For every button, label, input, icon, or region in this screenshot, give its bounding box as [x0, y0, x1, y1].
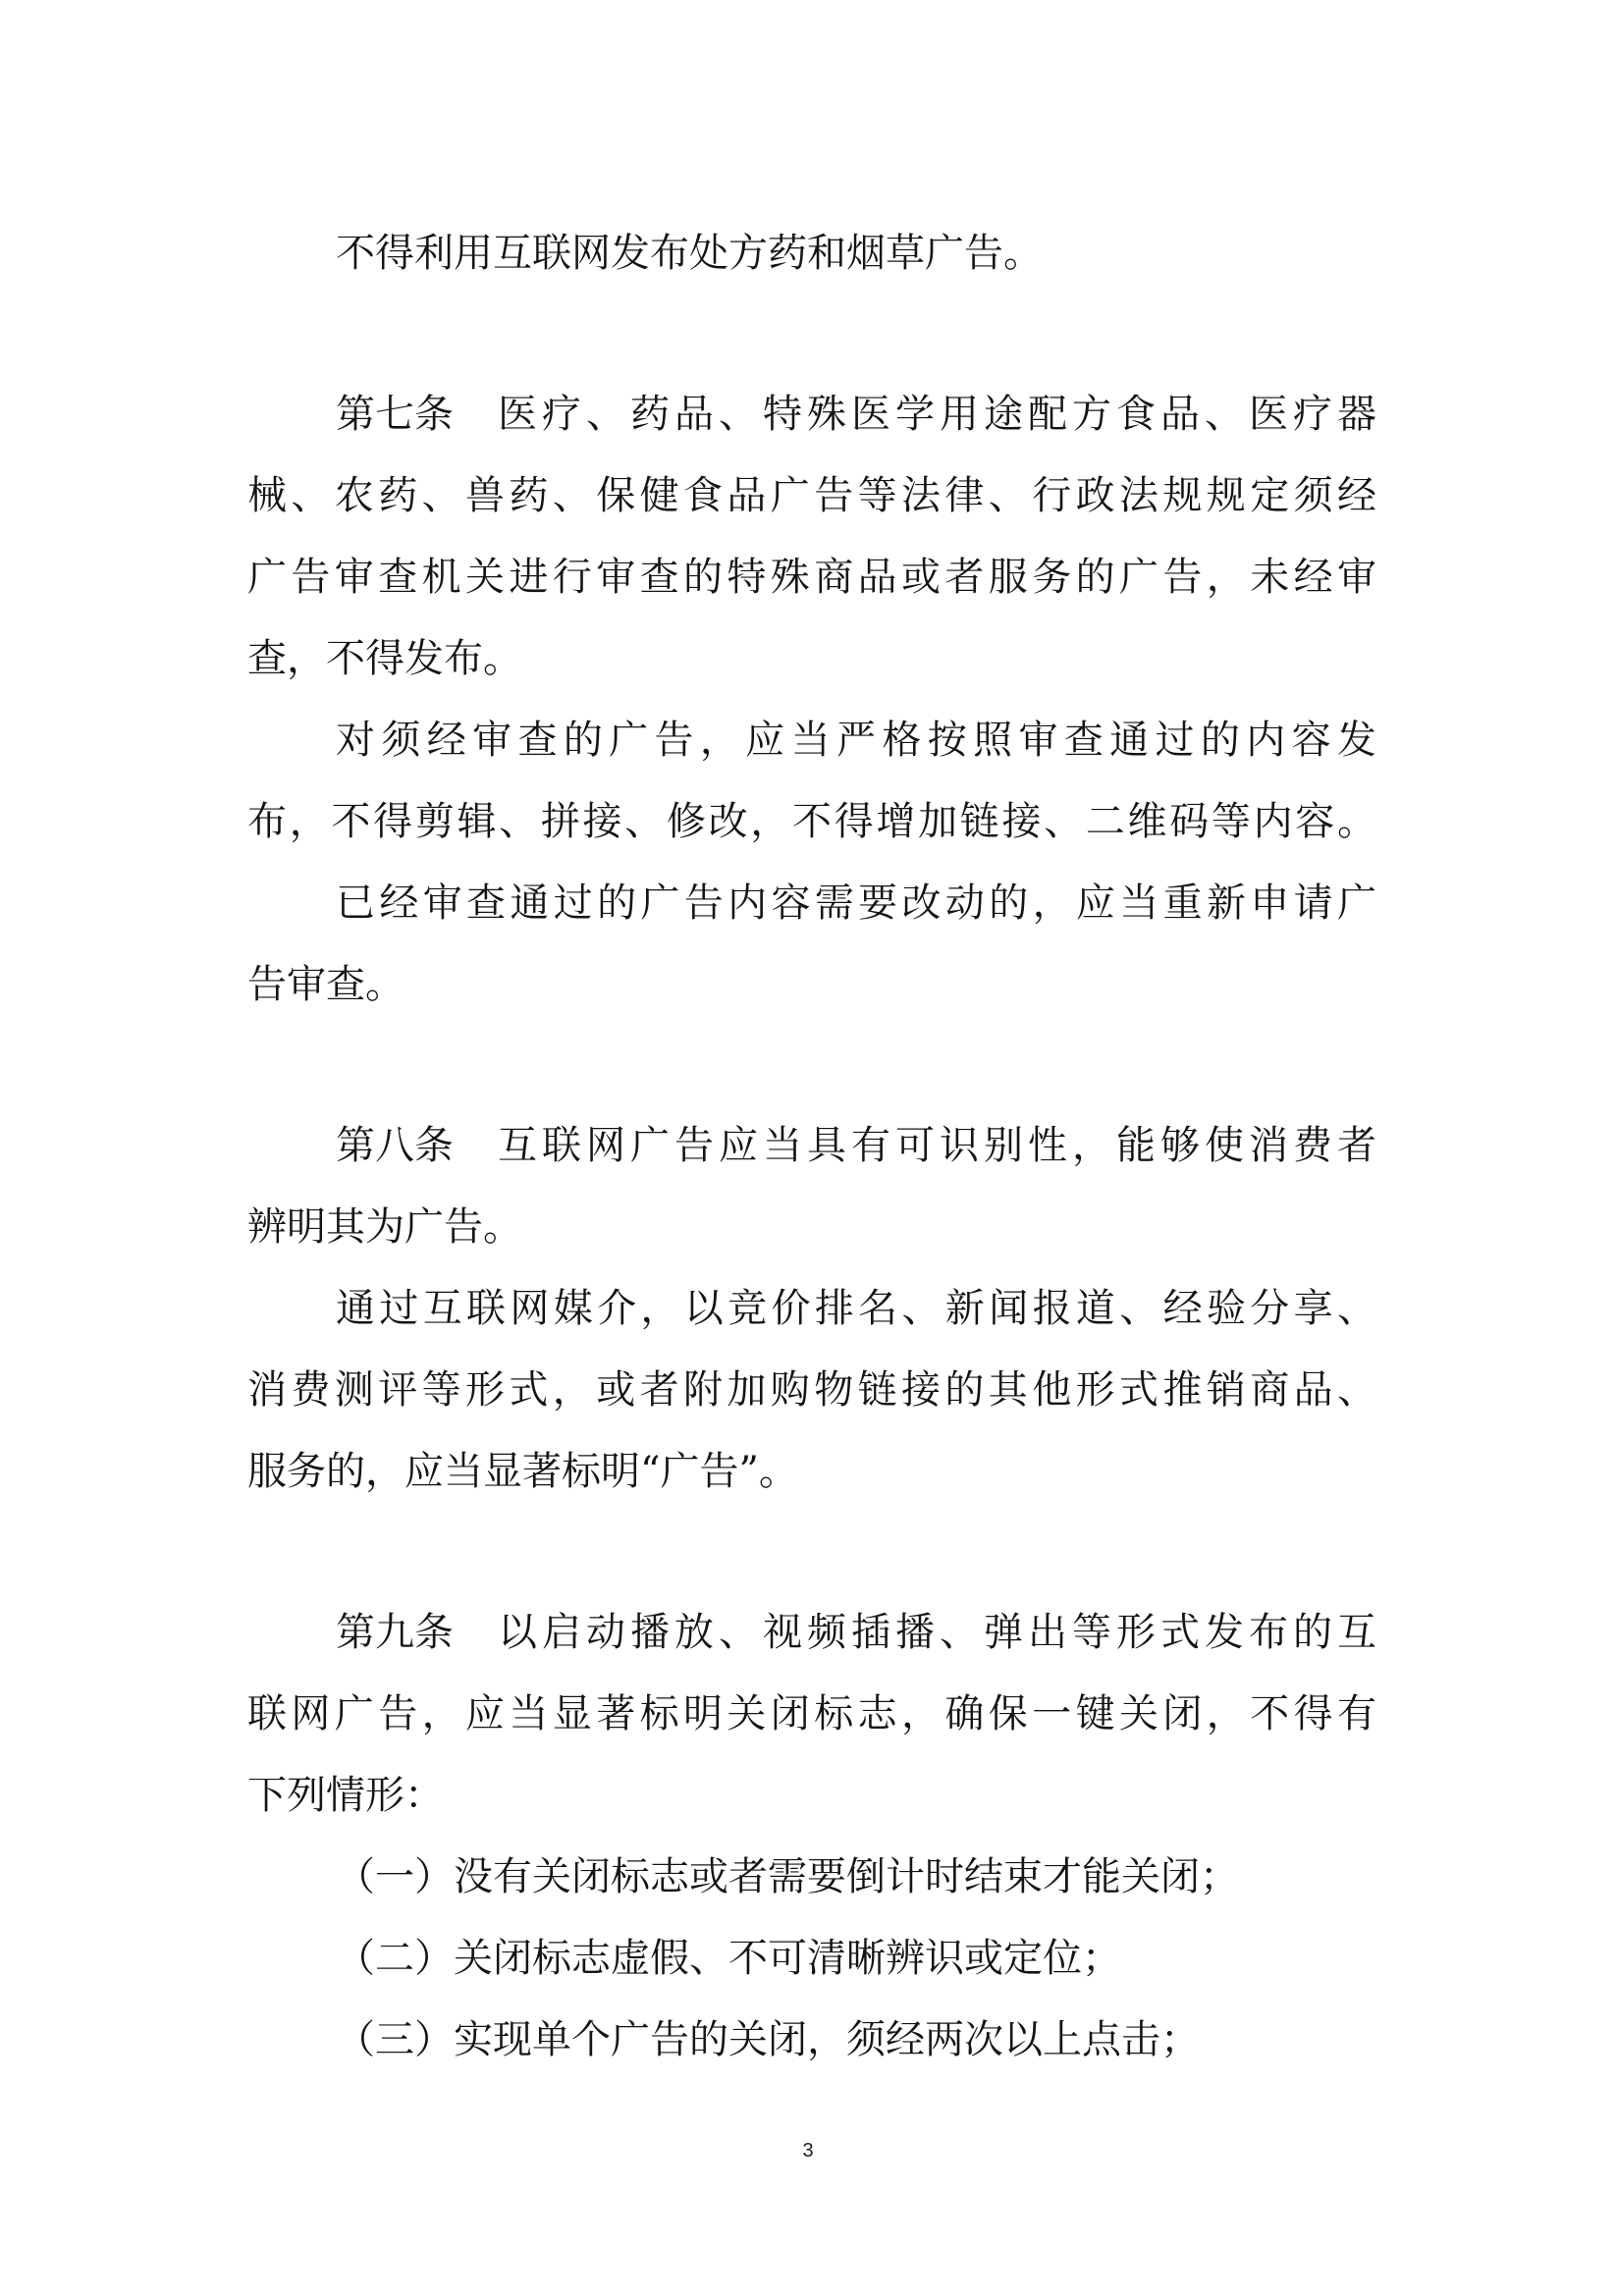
- paragraph-line: 服务的，应当显著标明“广告”。: [247, 1449, 798, 1494]
- article-9-first-line: [336, 1607, 1376, 1658]
- paragraph-line: 下列情形：: [247, 1773, 444, 1818]
- article-heading: 第七条: [336, 392, 454, 437]
- paragraph-line: 不得利用互联网发布处方药和烟草广告。: [336, 231, 1043, 276]
- paragraph-line: 布，不得剪辑、拼接、修改，不得增加链接、二维码等内容。: [247, 799, 1376, 844]
- list-item: （二）关闭标志虚假、不可清晰辨识或定位；: [336, 1936, 1121, 1981]
- paragraph-line: 告审查。: [247, 962, 404, 1007]
- paragraph-line: 械、农药、兽药、保健食品广告等法律、行政法规规定须经: [247, 473, 1376, 518]
- paragraph-line: 查，不得发布。: [247, 636, 522, 681]
- article-heading: 第九条: [336, 1610, 454, 1655]
- list-item: （一）没有关闭标志或者需要倒计时结束才能关闭；: [336, 1854, 1239, 1899]
- article-text: 医疗、药品、特殊医学用途配方食品、医疗器: [493, 392, 1376, 437]
- list-item: （三）实现单个广告的关闭，须经两次以上点击；: [336, 2017, 1200, 2062]
- article-7-first-line: [336, 389, 1376, 440]
- article-heading: 第八条: [336, 1123, 454, 1168]
- article-text: 互联网广告应当具有可识别性，能够使消费者: [493, 1123, 1376, 1168]
- paragraph-line: 消费测评等形式，或者附加购物链接的其他形式推销商品、: [247, 1367, 1376, 1413]
- paragraph-line: 联网广告，应当显著标明关闭标志，确保一键关闭，不得有: [247, 1691, 1376, 1736]
- page-number: 3: [802, 2140, 814, 2162]
- paragraph-line: 已经审查通过的广告内容需要改动的，应当重新申请广: [336, 881, 1376, 926]
- article-text: 以启动播放、视频插播、弹出等形式发布的互: [493, 1610, 1376, 1655]
- paragraph-line: 对须经审查的广告，应当严格按照审查通过的内容发: [336, 718, 1376, 763]
- paragraph-line: 广告审查机关进行审查的特殊商品或者服务的广告，未经审: [247, 555, 1376, 600]
- paragraph-line: 辨明其为广告。: [247, 1204, 522, 1250]
- article-8-first-line: [336, 1120, 1376, 1171]
- paragraph-line: 通过互联网媒介，以竞价排名、新闻报道、经验分享、: [336, 1286, 1376, 1331]
